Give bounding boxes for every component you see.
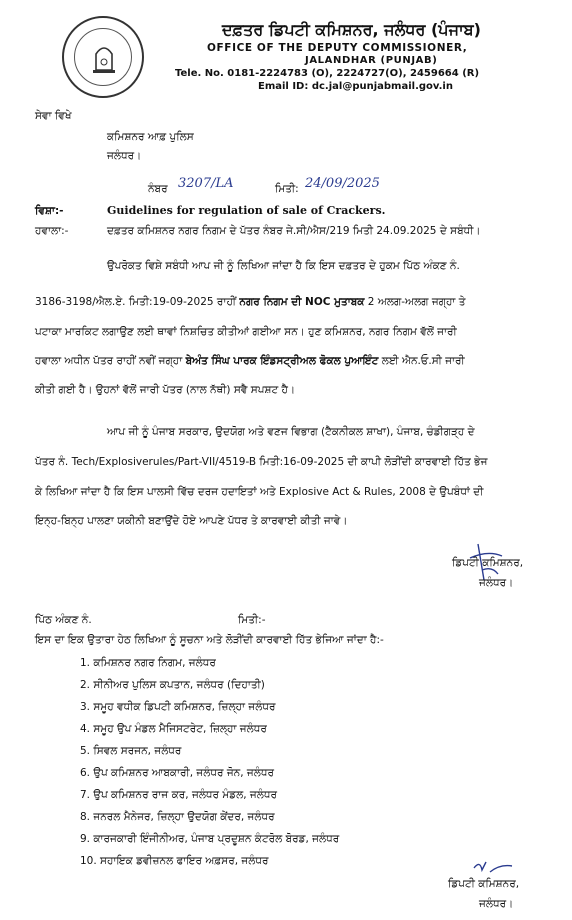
reference-text: ਦਫ਼ਤਰ ਕਮਿਸ਼ਨਰ ਨਗਰ ਨਿਗਮ ਦੇ ਪੱਤਰ ਨੰਬਰ ਜੇ.ਸੀ/ਐਸ/219 ਮਿਤੀ 24.09.2025 ਦੇ ਸਬੰਧੀ। [107,225,481,237]
body-p1-line2-bold: ਨਗਰ ਨਿਗਮ ਦੀ NOC ਮੁਤਾਬਕ [239,296,365,308]
office-city: JALANDHAR (PUNJAB) [305,55,438,66]
salutation: ਸੇਵਾ ਵਿਖੇ [35,110,72,122]
body-p1-line3: ਪਟਾਕਾ ਮਾਰਕਿਟ ਲਗਾਉਣ ਲਈ ਥਾਵਾਂ ਨਿਸ਼ਚਿਤ ਕੀਤੀਆਂ ਗਈਆ ਸਨ। ਹੁਣ ਕਮਿਸ਼ਨਰ, ਨਗਰ ਨਿਗਮ ਵੱਲੋਂ ਜਾਰੀ [35,326,457,338]
list-item: 2. ਸੀਨੀਅਰ ਪੁਲਿਸ ਕਪਤਾਨ, ਜਲੰਧਰ (ਦਿਹਾਤੀ) [80,679,265,691]
list-item: 5. ਸਿਵਲ ਸਰਜਨ, ਜਲੰਧਰ [80,745,182,757]
body-p1-line4 [35,347,465,375]
office-title-punjabi: ਦਫ਼ਤਰ ਡਿਪਟੀ ਕਮਿਸ਼ਨਰ, ਜਲੰਧਰ (ਪੰਜਾਬ) [222,20,481,39]
list-item: 1. ਕਮਿਸ਼ਨਰ ਨਗਰ ਨਿਗਮ, ਜਲੰਧਰ [80,657,216,669]
addressee-to: ਕਮਿਸ਼ਨਰ ਆਫ਼ ਪੁਲਿਸ [107,131,194,143]
ref-date-value: 24/09/2025 [305,176,380,191]
office-telephone: Tele. No. 0181-2224783 (O), 2224727(O), 2459664 (R) [175,68,480,79]
body-p1-line2-c: 2 ਅਲਗ-ਅਲਗ ਜਗ੍ਹਾ ਤੇ [367,296,466,308]
list-item: 3. ਸਮੂਹ ਵਧੀਕ ਡਿਪਟੀ ਕਮਿਸ਼ਨਰ, ਜ਼ਿਲ੍ਹਾ ਜਲੰਧਰ [80,701,276,713]
body-p1-line4-bold: ਬੇਅੰਤ ਸਿੰਘ ਪਾਰਕ ਇੰਡਸਟ੍ਰੀਅਲ ਫੋਕਲ ਪੁਆਇੰਟ [185,355,379,367]
signature2-place: ਜਲੰਧਰ। [479,898,514,910]
body-p1-line4-c: ਲਈ ਐਨ.ਓ.ਸੀ ਜਾਰੀ [381,355,465,367]
body-p1-line4-a: ਹਵਾਲਾ ਅਧੀਨ ਪੱਤਰ ਰਾਹੀਂ ਨਵੀਂ ਜਗ੍ਹਾ [35,355,183,367]
ref-number-value: 3207/LA [178,176,234,191]
signature1-title: ਡਿਪਟੀ ਕਮਿਸ਼ਨਰ, [452,557,524,569]
body-p2-line1: ਆਪ ਜੀ ਨੂੰ ਪੰਜਾਬ ਸਰਕਾਰ, ਉਦਯੋਗ ਅਤੇ ਵਣਜ ਵਿਭਾਗ (ਟੈਕਨੀਕਲ ਸ਼ਾਖਾ), ਪੰਜਾਬ, ਚੰਡੀਗੜ੍ਹ ਦੇ [107,426,475,438]
list-item: 7. ਉਪ ਕਮਿਸ਼ਨਰ ਰਾਜ ਕਰ, ਜਲੰਧਰ ਮੰਡਲ, ਜਲੰਧਰ [80,789,277,801]
list-item: 10. ਸਹਾਇਕ ਡਵੀਜ਼ਨਲ ਫਾਇਰ ਅਫ਼ਸਰ, ਜਲੰਧਰ [80,855,269,867]
body-p2-line3: ਕੇ ਲਿਖਿਆ ਜਾਂਦਾ ਹੈ ਕਿ ਇਸ ਪਾਲਸੀ ਵਿੱਚ ਦਰਜ ਹਦਾਇਤਾਂ ਅਤੇ Explosive Act & Rules, 2008 ਦੇ ਉਪਬੰਧਾਂ ਦੀ [35,486,484,498]
lion-capital-icon [91,40,117,74]
list-item: 9. ਕਾਰਜਕਾਰੀ ਇੰਜੀਨੀਅਰ, ਪੰਜਾਬ ਪ੍ਰਦੂਸ਼ਨ ਕੰਟਰੋਲ ਬੋਰਡ, ਜਲੰਧਰ [80,833,340,845]
reference-label: ਹਵਾਲਾ:- [35,225,69,237]
body-p1-line5: ਕੀਤੀ ਗਈ ਹੈ। ਉਹਨਾਂ ਵੱਲੋਂ ਜਾਰੀ ਪੱਤਰ (ਨਾਲ ਨੱਥੀ) ਸਵੈ ਸਪਸ਼ਟ ਹੈ। [35,384,296,396]
endorsement-label: ਪਿੱਠ ਅੰਕਣ ਨੰ. [35,614,92,626]
ref-number-label: ਨੰਬਰ [148,183,168,195]
list-item: 6. ਉਪ ਕਮਿਸ਼ਨਰ ਆਬਕਾਰੀ, ਜਲੰਧਰ ਜੋਨ, ਜਲੰਧਰ [80,767,274,779]
body-p1-line1: ਉਪਰੋਕਤ ਵਿਸ਼ੇ ਸਬੰਧੀ ਆਪ ਜੀ ਨੂੰ ਲਿਖਿਆ ਜਾਂਦਾ ਹੈ ਕਿ ਇਸ ਦਫ਼ਤਰ ਦੇ ਹੁਕਮ ਪਿੱਠ ਅੰਕਣ ਨੰ. [107,260,460,272]
body-p2-line2: ਪੱਤਰ ਨੰ. Tech/Explosiverules/Part-VII/4519-B ਮਿਤੀ:16-09-2025 ਦੀ ਕਾਪੀ ਲੋੜੀਂਦੀ ਕਾਰਵਾਈ ਹਿੱਤ ਭੇਜ [35,456,488,468]
addressee-place: ਜਲੰਧਰ। [107,150,142,162]
endorsement-date-label: ਮਿਤੀ:- [238,614,266,626]
body-p1-line2-a: 3186-3198/ਐਲ.ਏ. ਮਿਤੀ:19-09-2025 ਰਾਹੀਂ [35,296,237,308]
office-email: Email ID: dc.jal@punjabmail.gov.in [258,81,453,92]
signature2-title: ਡਿਪਟੀ ਕਮਿਸ਼ਨਰ, [448,878,520,890]
endorsement-intro: ਇਸ ਦਾ ਇਕ ਉਤਾਰਾ ਹੇਠ ਲਿਖਿਆ ਨੂੰ ਸੂਚਨਾ ਅਤੇ ਲੋੜੀਂਦੀ ਕਾਰਵਾਈ ਹਿੱਤ ਭੇਜਿਆ ਜਾਂਦਾ ਹੈ:- [35,634,384,646]
list-item: 8. ਜਨਰਲ ਮੈਨੇਜਰ, ਜ਼ਿਲ੍ਹਾ ਉਦਯੋਗ ਕੇਂਦਰ, ਜਲੰਧਰ [80,811,275,823]
signature1-place: ਜਲੰਧਰ। [479,577,514,589]
ref-date-label: ਮਿਤੀ: [275,183,299,195]
office-title-english: OFFICE OF THE DEPUTY COMMISSIONER, [207,42,468,54]
subject-label: ਵਿਸ਼ਾ:- [35,205,64,217]
subject-text: Guidelines for regulation of sale of Crackers. [107,204,386,217]
body-p2-line4: ਇਨ੍ਹ-ਬਿਨ੍ਹ ਪਾਲਣਾ ਯਕੀਨੀ ਬਣਾਉਂਦੇ ਹੋਏ ਆਪਣੇ ਪੱਧਰ ਤੇ ਕਾਰਵਾਈ ਕੀਤੀ ਜਾਵੇ। [35,515,348,527]
emblem-seal [62,16,144,98]
list-item: 4. ਸਮੂਹ ਉਪ ਮੰਡਲ ਮੈਜਿਸਟਰੇਟ, ਜ਼ਿਲ੍ਹਾ ਜਲੰਧਰ [80,723,267,735]
body-p1-line2 [35,288,466,316]
